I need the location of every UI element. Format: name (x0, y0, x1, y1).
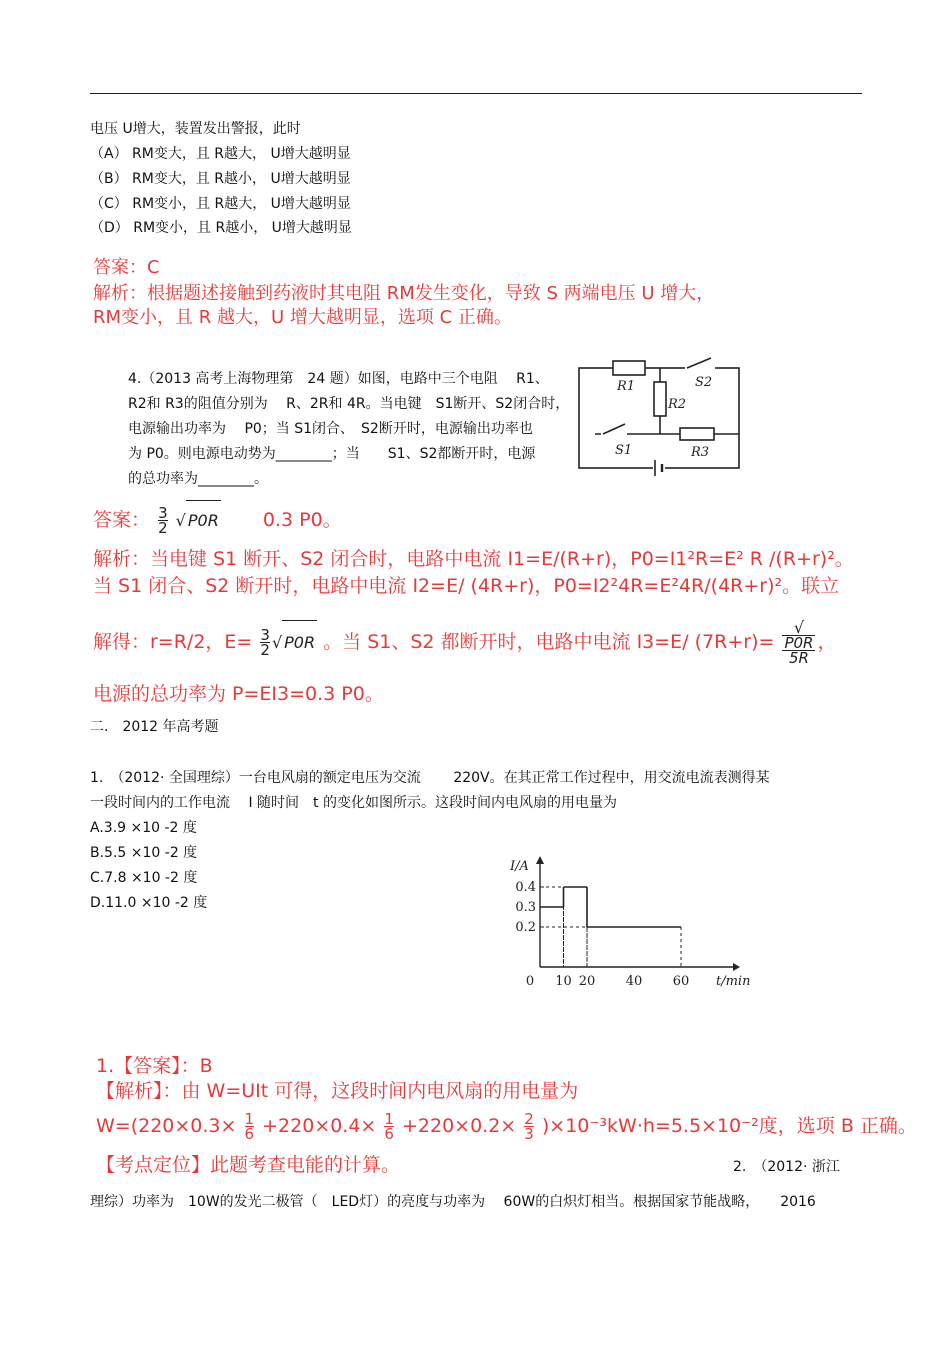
q1-frac-1 (245, 1112, 255, 1141)
q1-option-d: D.11.0 ×10 -2 度 (90, 895, 208, 911)
q4-line-2: R2和 R3的阻值分别为 R、2R和 4R。当电键 S1断开、S2闭合时， (128, 396, 570, 412)
q1-option-b: B.5.5 ×10 -2 度 (90, 845, 198, 861)
q4-analysis-1: 解析：当电键 S1 断开、S2 闭合时，电路中电流 I1=E/(R+r)，P0=I1²R=E² R /(R+r)²。 (93, 548, 854, 570)
q4-answer-fraction (158, 506, 168, 535)
q4-analysis-4: 电源的总功率为 P=EI3=0.3 P0。 (93, 683, 384, 705)
y-tick-label: 0.2 (515, 920, 536, 935)
frac-num: 3 (158, 504, 168, 522)
label-r1: R1 (617, 379, 636, 394)
q3-analysis-2: RM变小，且 R 越大，U 增大越明显，选项 C 正确。 (93, 307, 512, 328)
option-b: （B） RM变大，且 R越小， U增大越明显 (90, 171, 351, 187)
q4-answer-row: 答案： $\frac{3}{2}$ √ P0R 0.3 P0。 (93, 500, 342, 541)
frac-den: 2 (158, 519, 168, 537)
resistor-r1 (613, 361, 645, 375)
q1-answer: 1.【答案】：B (96, 1055, 213, 1077)
q1-formula-b: +220×0.4× (262, 1115, 377, 1137)
q4-line-4: 为 P0。则电源电动势为________；当 S1、S2都断开时，电源 (128, 446, 536, 462)
y-tick-label: 0.4 (515, 880, 536, 895)
frac-den: 2 (260, 641, 270, 659)
resistor-r3 (680, 428, 714, 440)
x-tick-label: 10 (555, 974, 572, 989)
y-axis-label: I/A (510, 859, 529, 874)
q4-i3-fraction: √ P0R 5R (784, 617, 814, 667)
x-axis-arrow (733, 963, 740, 971)
label-r2: R2 (668, 397, 687, 412)
x-tick-label: 0 (525, 974, 535, 989)
q4-line-5: 的总功率为________。 (128, 471, 268, 487)
frac-num: 3 (260, 626, 270, 644)
q1-analysis: 【解析】：由 W=UIt 可得，这段时间内电风扇的用电量为 (96, 1080, 579, 1102)
top-rule (90, 93, 862, 94)
section-heading: 二. 2012 年高考题 (90, 719, 219, 735)
frac-num: 1 (384, 1110, 394, 1128)
q1-formula-d: )×10⁻³kW·h=5.5×10⁻²度，选项 B 正确。 (541, 1115, 917, 1137)
q1-frac-2 (384, 1112, 394, 1141)
x-axis-label: t/min (716, 974, 751, 989)
q1-line-2: 一段时间内的工作电流 I 随时间 t 的变化如图所示。这段时间内电风扇的用电量为 (90, 795, 617, 811)
q4-line-1: 4.（2013 高考上海物理第 24 题）如图，电路中三个电阻 R1、 (128, 371, 549, 387)
x-tick-label: 60 (672, 974, 690, 989)
q1-formula (96, 1104, 917, 1148)
frac-den: 6 (384, 1125, 394, 1143)
q3-analysis-1: 解析：根据题述接触到药液时其电阻 RM发生变化，导致 S 两端电压 U 增大， (93, 283, 715, 304)
label-r3: R3 (691, 445, 710, 460)
q4-e-sqrt: P0R (282, 620, 317, 665)
label-s1: S1 (615, 443, 633, 458)
current-time-chart (505, 852, 755, 997)
label-s2: S2 (695, 375, 713, 390)
circuit-diagram (575, 350, 745, 480)
q1-option-c: C.7.8 ×10 -2 度 (90, 870, 198, 886)
intro-line: 电压 U增大，装置发出警报，此时 (90, 121, 301, 137)
y-tick-label: 0.3 (515, 900, 536, 915)
frac-num-sqrt: P0R (784, 633, 814, 652)
q4-analysis-3: 解得：r=R/2，E= $\frac{3}{2}$ √ P0R 。当 S1、S2 都断开时，电路中电流 I3=E/ (7R+r)= √ P0R 5R ， (93, 617, 837, 667)
frac-num: 2 (524, 1110, 534, 1128)
q3-answer: 答案：C (93, 257, 160, 278)
q4-analysis-3a: 解得：r=R/2，E= (93, 631, 253, 653)
y-axis-arrow (536, 856, 544, 864)
q2-line: 理综）功率为 10W的发光二极管（ LED灯）的亮度与功率为 60W的白炽灯相当。根据国家节能战略， 2016 (90, 1194, 816, 1210)
option-d: （D） RM变小，且 R越小， U增大越明显 (90, 220, 352, 236)
q1-line-1: 1. （2012· 全国理综）一台电风扇的额定电压为交流 220V。在其正常工作过程中，用交流电流表测得某 (90, 770, 770, 786)
q4-line-3: 电源输出功率为 P0；当 S1闭合、 S2断开时，电源输出功率也 (128, 421, 533, 437)
q4-analysis-2: 当 S1 闭合、S2 断开时，电路中电流 I2=E/ (4R+r)，P0=I2²4R=E²4R/(4R+r)²。联立 (93, 575, 840, 597)
frac-den: 6 (244, 1125, 255, 1143)
x-tick-label: 40 (625, 974, 643, 989)
option-a: （A） RM变大，且 R越大， U增大越明显 (90, 146, 351, 162)
q1-kaodian: 【考点定位】此题考查电能的计算。 (96, 1154, 401, 1176)
frac-num: 1 (244, 1110, 255, 1128)
q1-formula-a: W=(220×0.3× (96, 1115, 237, 1137)
q4-answer-label: 答案： (93, 509, 151, 531)
q1-frac-3 (524, 1112, 534, 1141)
option-c: （C） RM变小，且 R越大， U增大越明显 (90, 196, 351, 212)
q1-option-a: A.3.9 ×10 -2 度 (90, 820, 197, 836)
resistor-r2 (654, 382, 666, 416)
x-tick-label: 20 (578, 974, 596, 989)
frac-den: 3 (524, 1125, 534, 1143)
q2-head: 2. （2012· 浙江 (733, 1159, 840, 1175)
q4-analysis-3b: 。当 S1、S2 都断开时，电路中电流 I3=E/ (7R+r)= (323, 631, 775, 653)
q4-answer-sqrt: P0R (186, 500, 221, 541)
q4-e-fraction (260, 628, 270, 657)
frac-den: 5R (782, 650, 815, 665)
q4-answer-second: 0.3 P0。 (262, 509, 342, 531)
q1-formula-c: +220×0.2× (401, 1115, 517, 1137)
